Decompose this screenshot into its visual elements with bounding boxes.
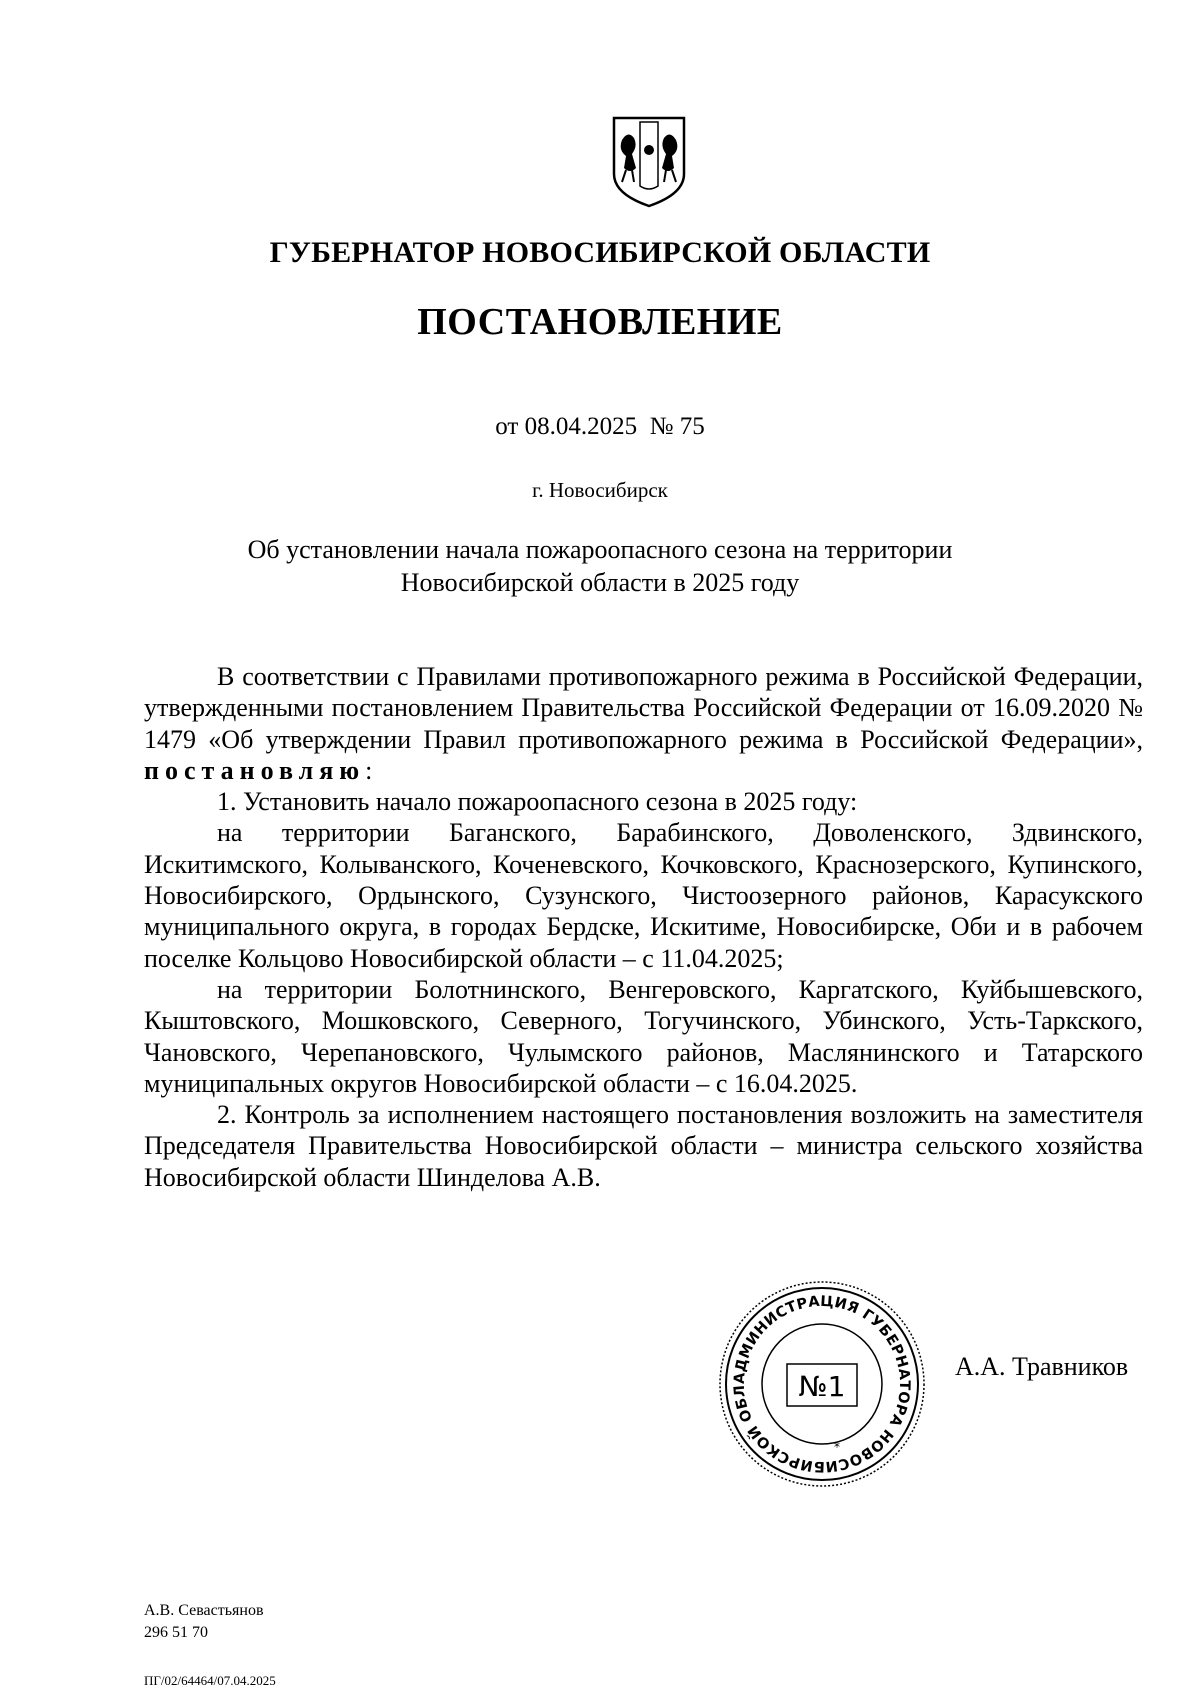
document-type: ПОСТАНОВЛЕНИЕ bbox=[417, 301, 783, 343]
subject-line-1: Об установлении начала пожароопасного сезона на территории bbox=[247, 535, 953, 564]
item-1-territories-b: на территории Болотнинского, Венгеровского, Каргатского, Куйбышевского, Кыштовского, Мошковского, Северного, Тогучинского, Убинского, Усть-Таркского, Чановского, Черепановского, Чулымского районов, Маслянинского и Татарского муниципальных округов Новосибирской области – с 16.04.2025. bbox=[144, 974, 1143, 1098]
signer-name: А.А. Травников bbox=[955, 1352, 1129, 1381]
document-body bbox=[144, 661, 1143, 1193]
document-subject bbox=[0, 533, 1200, 599]
executor-phone: 296 51 70 bbox=[144, 1624, 208, 1641]
coat-of-arms-icon bbox=[600, 112, 698, 210]
registration-number: ПГ/02/64464/07.04.2025 bbox=[144, 1673, 276, 1688]
item-1-territories-a: на территории Баганского, Барабинского, Доволенского, Здвинского, Искитимского, Колыванского, Коченевского, Кочковского, Краснозерского, Купинского, Новосибирского, Ордынского, Сузунского, Чистоозерного районов, Карасукского муниципального округа, в городах Бердске, Искитиме, Новосибирске, Оби и в рабочем поселке Кольцово Новосибирской области – с 11.04.2025; bbox=[144, 818, 1143, 973]
seal-number: №1 bbox=[798, 1370, 846, 1403]
preamble-text: В соответствии с Правилами противопожарного режима в Российской Федерации, утвержденными постановлением Правительства Российской Федерации от 16.09.2020 № 1479 «Об утверждении Правил противопожарного режима в Российской Федерации», bbox=[144, 662, 1143, 754]
city: г. Новосибирск bbox=[532, 478, 668, 502]
official-seal bbox=[717, 1279, 927, 1489]
date-number: от 08.04.2025 № 75 bbox=[495, 413, 705, 440]
resolve-word: постановляю bbox=[144, 755, 366, 785]
item-2: 2. Контроль за исполнением настоящего постановления возложить на заместителя Председателя Правительства Новосибирской области – министра сельского хозяйства Новосибирской области Шинделова А.В. bbox=[144, 1100, 1143, 1192]
preamble-paragraph bbox=[144, 661, 1143, 786]
resolve-colon: : bbox=[365, 755, 373, 785]
seal-star-icon: * bbox=[834, 1440, 840, 1454]
item-1: 1. Установить начало пожароопасного сезона в 2025 году: bbox=[217, 787, 858, 817]
subject-line-2: Новосибирской области в 2025 году bbox=[400, 568, 800, 597]
issuer-title: ГУБЕРНАТОР НОВОСИБИРСКОЙ ОБЛАСТИ bbox=[269, 236, 931, 269]
seal-ring-text: АДМИНИСТРАЦИЯ ГУБЕРНАТОРА НОВОСИБИРСКОЙ ОБЛ bbox=[731, 1293, 913, 1475]
executor-name: А.В. Севастьянов bbox=[144, 1602, 264, 1619]
